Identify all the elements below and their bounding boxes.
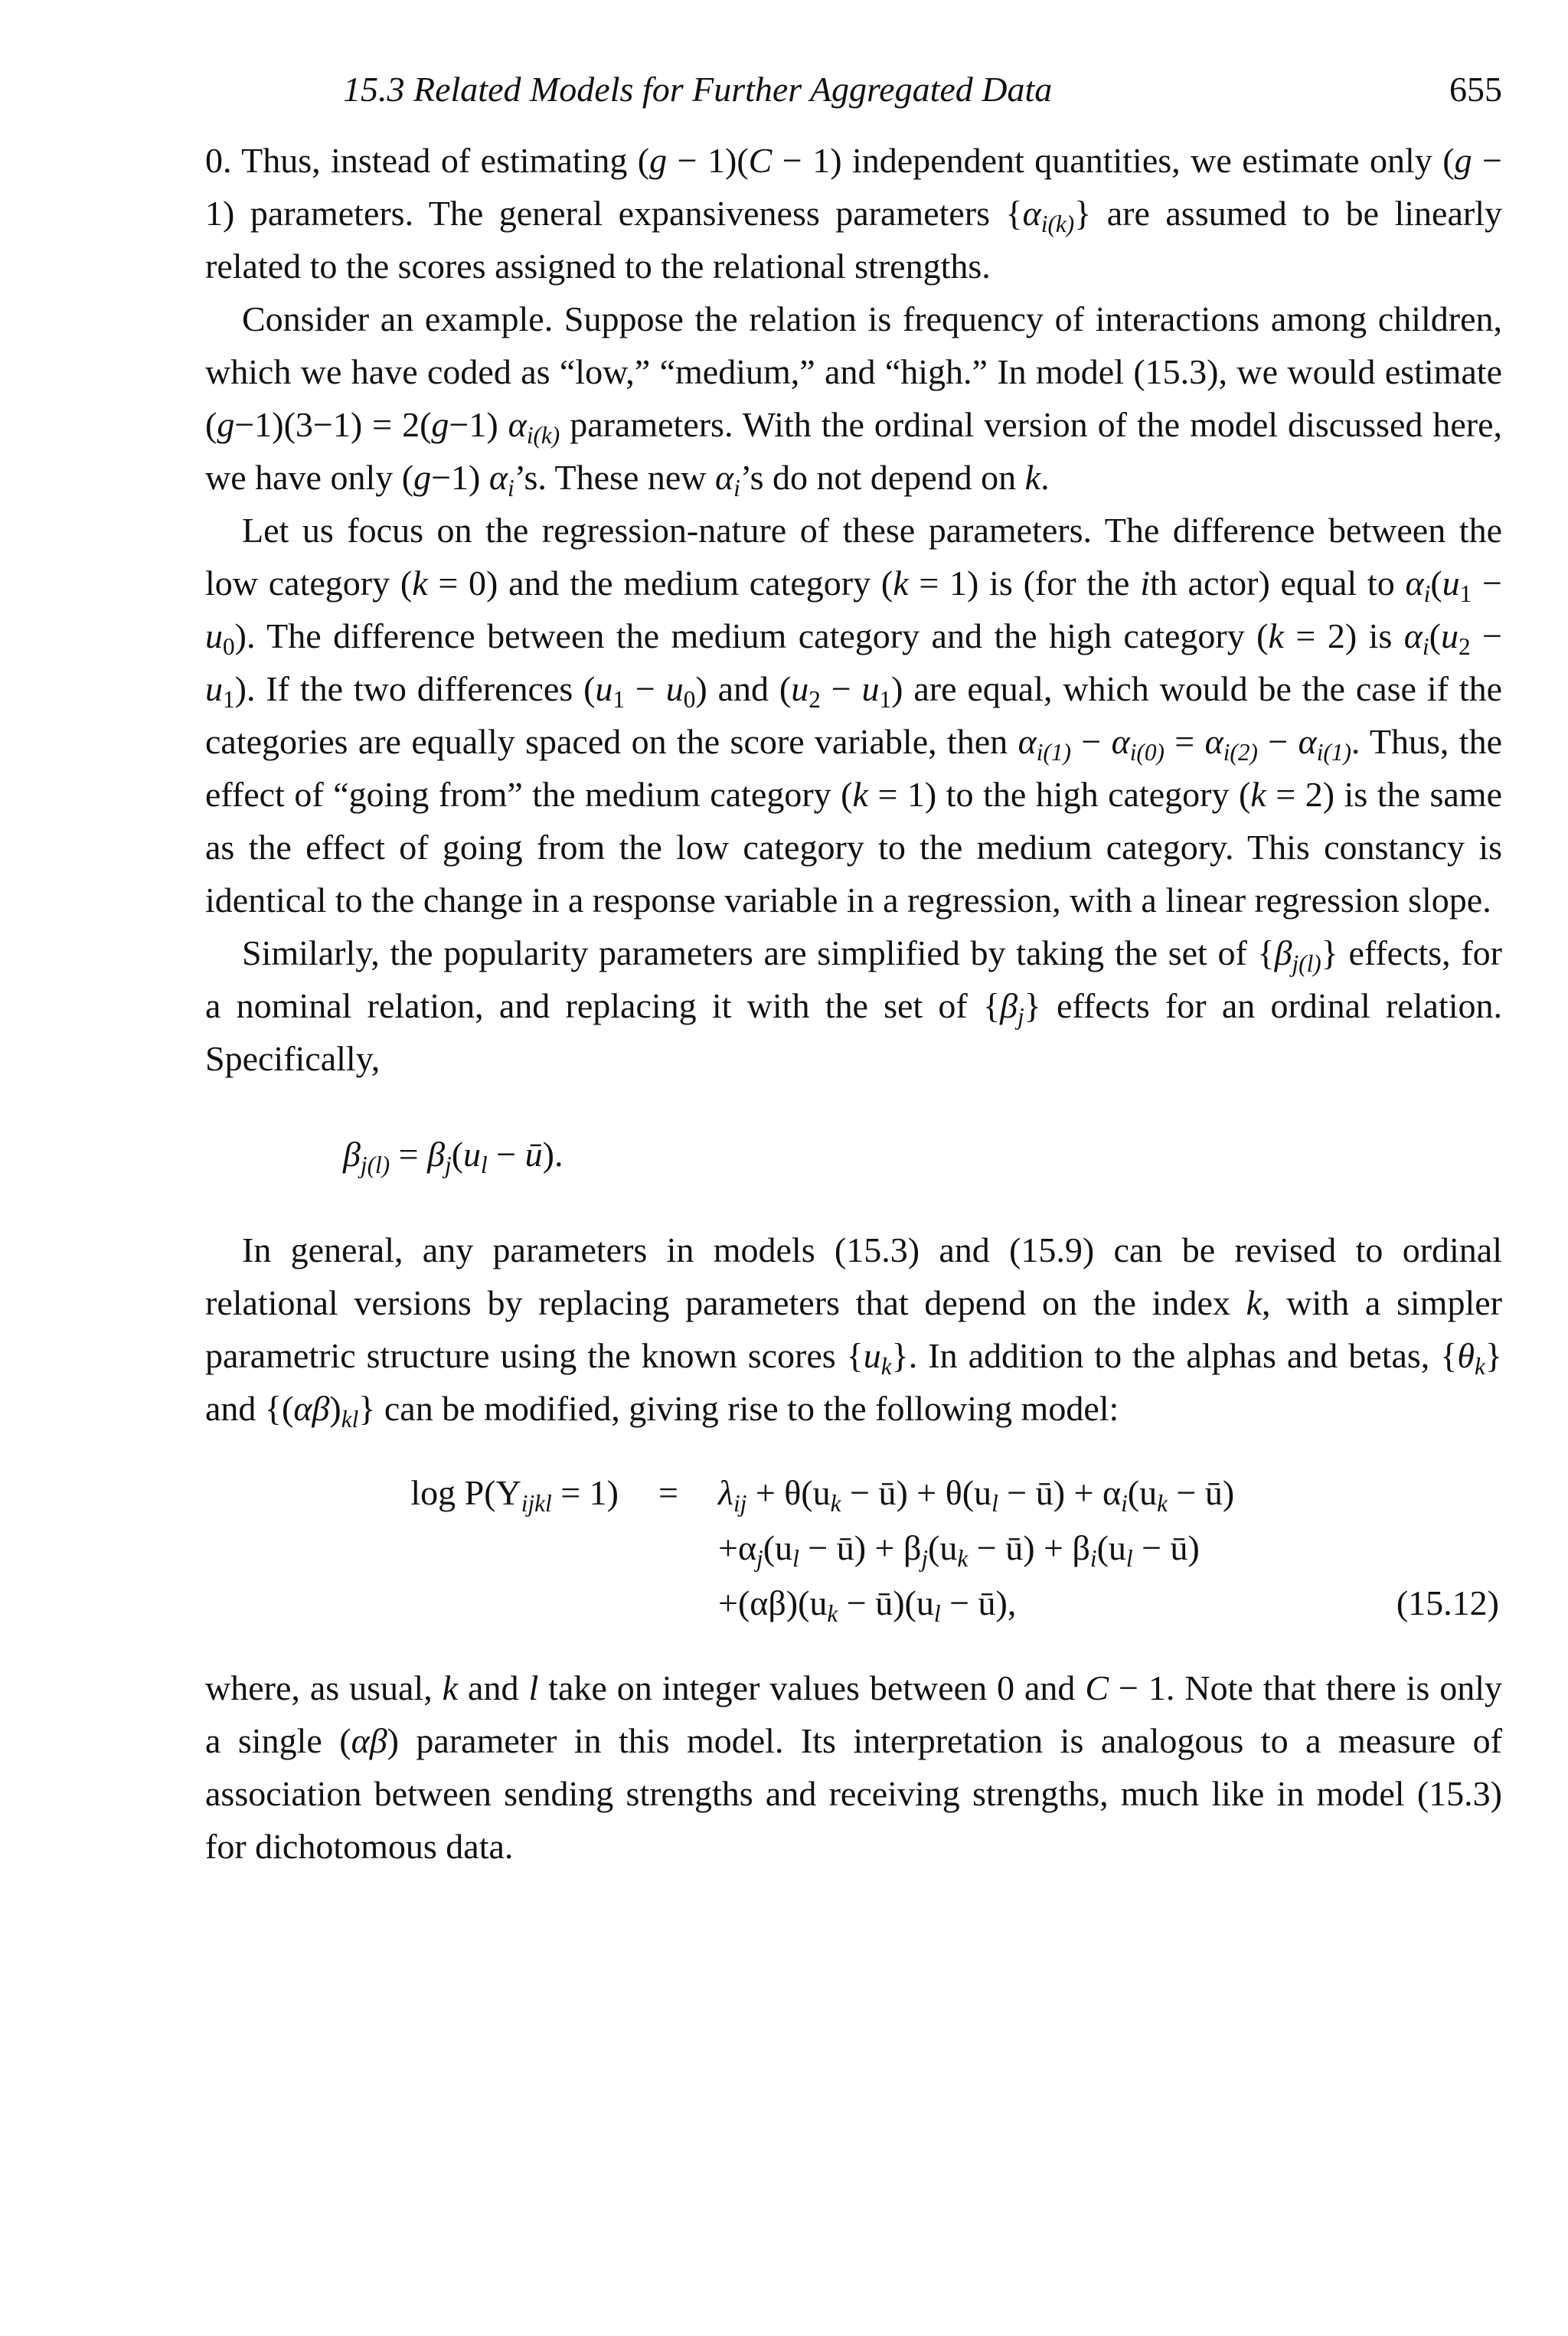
paragraph-6: where, as usual, k and l take on integer values between 0 and C − 1. Note that there is only a single (αβ) parameter in this model. Its interpretation is analogous to a measure of association between sending strengths and receiving strengths, much like in model (15.3) for dichotomous data. xyxy=(205,1668,1503,1866)
equation-line-3 xyxy=(343,1576,1499,1631)
paragraph-4: Similarly, the popularity parameters are simplified by taking the set of $\{\beta_{j(l)}\}$ effects, for a nominal relation, and replacing it with the set of $\{\beta_j\}$ effects for an ordinal relation. Specifically, xyxy=(205,933,1502,1078)
running-title: 15.3 Related Models for Further Aggregated Data xyxy=(343,70,1053,109)
equation-15-12 xyxy=(343,1465,1499,1631)
equation-rhs-line-2: $+\alpha_j(u_l$ − ū) + $\beta_j(u_k$ − ū) + $\beta_i(u_l$ − ū) xyxy=(718,1528,1200,1572)
display-equation-beta: $\beta_{j(l)} = \beta_j(u_l$ − ū). xyxy=(343,1135,564,1178)
equation-lhs: $\log P(Y_{ijkl} = 1)$ xyxy=(410,1473,619,1517)
equation-rhs-line-1: $\lambda_{ij} + \theta(u_k$ − ū) + $\theta(u_l$ − ū) + $\alpha_i(u_k$ − ū) xyxy=(718,1473,1235,1517)
equation-line-2 xyxy=(343,1521,1499,1576)
paragraph-1: 0. Thus, instead of estimating (g − 1)(C − 1) independent quantities, we estimate only (g − 1) parameters. The general expansiveness parameters $\{\alpha_{i(k)}\}$ are assumed to be linearly related to the scores assigned to the relational strengths. xyxy=(205,141,1502,286)
equation-equals: = xyxy=(658,1473,678,1512)
equation-line-1 xyxy=(343,1465,1499,1521)
equation-number: (15.12) xyxy=(1396,1583,1499,1622)
paragraph-5: In general, any parameters in models (15.3) and (15.9) can be revised to ordinal relational versions by replacing parameters that depend on the index k, with a simpler parametric structure using the known scores $\{u_k\}$. In addition to the alphas and betas, $\{\theta_k\}$ and $\{(\alpha\beta)_{kl}\}$ can be modified, giving rise to the following model: xyxy=(205,1230,1502,1433)
page-number: 655 xyxy=(1449,70,1502,109)
running-header xyxy=(205,69,1502,123)
body-text xyxy=(205,134,1502,1873)
paragraph-3: Let us focus on the regression-nature of these parameters. The difference between the low category (k = 0) and the medium category (k = 1) is (for the ith actor) equal to $\alpha_i(u_1 - u_0)$. The difference between the medium category and the high category (k = 2) is $\alpha_i(u_2 - u_1)$. If the two differences $(u_1 - u_0)$ and $(u_2 - u_1)$ are equal, which would be the case if the categories are equally spaced on the score variable, then $\alpha_{i(1)} - \alpha_{i(0)} = \alpha_{i(2)} - \alpha_{i(1)}$. Thus, the effect of “going from” the medium category (k = 1) to the high category (k = 2) is the same as the effect of going from the low category to the medium category. This constancy is identical to the change in a response variable in a regression, with a linear regression slope. xyxy=(205,511,1503,920)
paragraph-2: Consider an example. Suppose the relation is frequency of interactions among children, which we have coded as “low,” “medium,” and “high.” In model (15.3), we would estimate (g−1)(3−1) = 2(g−1) $\alpha_{i(k)}$ parameters. With the ordinal version of the model discussed here, we have only (g−1) $\alpha_i’s$. These new $\alpha_i’s$ do not depend on k. xyxy=(205,299,1502,502)
equation-rhs-line-3: $+(\alpha\beta)(u_k$ − $ū)(u_l$ − ū), xyxy=(718,1583,1017,1627)
